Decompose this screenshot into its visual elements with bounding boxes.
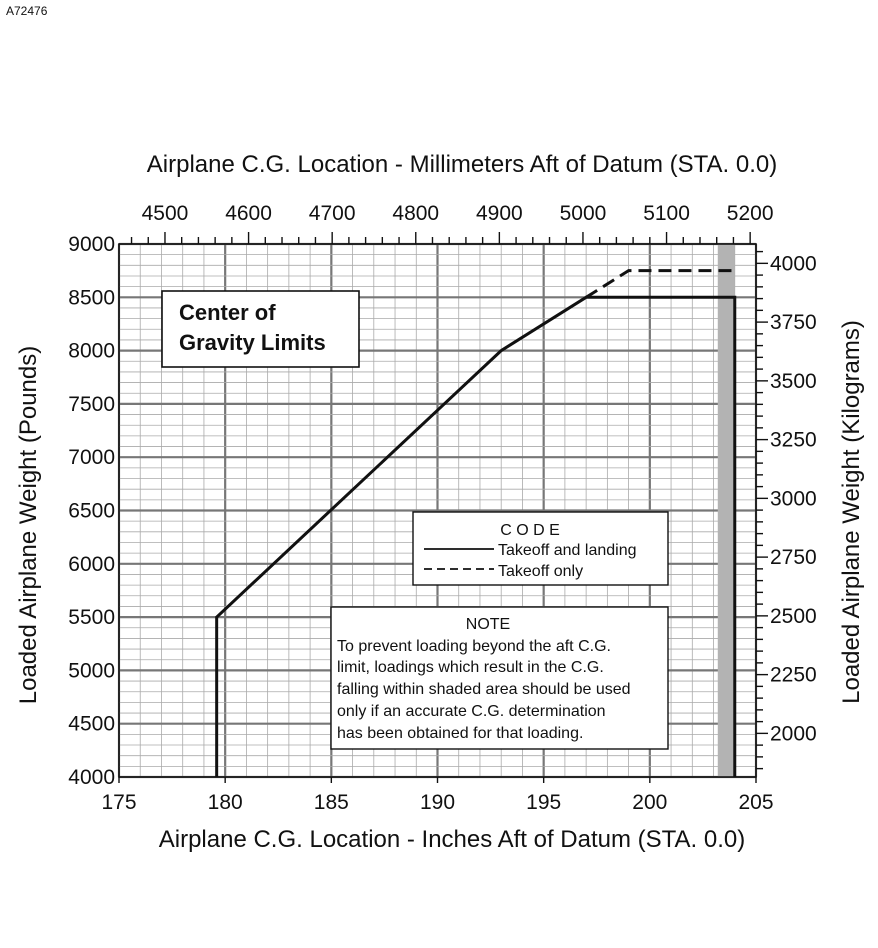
note-line-4: only if an accurate C.G. determination bbox=[337, 703, 606, 720]
y2-tick-label: 3750 bbox=[770, 311, 817, 335]
y-tick-label: 9000 bbox=[68, 233, 115, 256]
figure-id: A72476 bbox=[6, 4, 48, 18]
y2-tick-label: 3500 bbox=[770, 369, 817, 393]
note-line-3: falling within shaded area should be used bbox=[337, 681, 631, 698]
y-axis-title: Loaded Airplane Weight (Pounds) bbox=[15, 345, 42, 705]
legend-entry-takeoff-landing: Takeoff and landing bbox=[498, 542, 637, 559]
shaded-area-layer bbox=[718, 244, 735, 777]
x2-axis-title: Airplane C.G. Location - Millimeters Aft of Datum (STA. 0.0) bbox=[146, 151, 778, 178]
x2-tick-label: 4900 bbox=[476, 202, 523, 225]
y-tick-label: 7000 bbox=[68, 446, 115, 470]
x-tick-label: 205 bbox=[738, 791, 774, 814]
x2-tick-label: 5000 bbox=[559, 202, 607, 225]
x-tick-label: 190 bbox=[419, 791, 456, 814]
y-tick-label: 5500 bbox=[68, 606, 115, 630]
x-tick-label: 175 bbox=[101, 791, 137, 814]
x-tick-label: 200 bbox=[632, 791, 668, 814]
x2-tick-label: 4600 bbox=[225, 202, 272, 225]
title-box bbox=[162, 291, 359, 367]
y-tick-label: 5000 bbox=[68, 659, 115, 683]
x2-tick-label: 5100 bbox=[643, 202, 690, 225]
shaded-area bbox=[718, 244, 735, 777]
y2-tick-label: 2250 bbox=[770, 663, 817, 687]
y2-tick-label: 2750 bbox=[770, 546, 817, 570]
y-tick-label: 6000 bbox=[68, 552, 115, 576]
x2-tick-label: 5200 bbox=[726, 202, 774, 225]
y2-tick-label: 2000 bbox=[770, 722, 817, 746]
y-tick-label: 4500 bbox=[68, 712, 115, 736]
y2-tick-label: 4000 bbox=[770, 252, 817, 276]
title-line-1: Center of bbox=[179, 300, 276, 325]
y2-tick-label: 2500 bbox=[770, 604, 817, 628]
x-axis-title: Airplane C.G. Location - Inches Aft of Datum (STA. 0.0) bbox=[158, 826, 746, 853]
title-line-2: Gravity Limits bbox=[179, 330, 326, 355]
y-tick-label: 7500 bbox=[68, 392, 115, 416]
note-line-5: has been obtained for that loading. bbox=[337, 725, 584, 742]
note-line-2: limit, loadings which result in the C.G. bbox=[337, 659, 604, 676]
x-tick-label: 195 bbox=[526, 791, 562, 814]
y2-tick-label: 3000 bbox=[770, 487, 817, 511]
series-takeoff-only-line bbox=[586, 271, 735, 298]
y2-axis-title: Loaded Airplane Weight (Kilograms) bbox=[838, 320, 865, 704]
x2-tick-label: 4800 bbox=[392, 202, 440, 225]
x-tick-label: 180 bbox=[207, 791, 243, 814]
y-tick-label: 4000 bbox=[68, 766, 115, 789]
legend bbox=[413, 512, 668, 585]
y-tick-label: 8000 bbox=[68, 339, 115, 363]
x2-tick-label: 4700 bbox=[308, 202, 356, 225]
legend-entry-takeoff-only: Takeoff only bbox=[498, 563, 584, 580]
x2-tick-label: 4500 bbox=[141, 202, 189, 225]
note-title: NOTE bbox=[465, 616, 511, 633]
note-line-1: To prevent loading beyond the aft C.G. bbox=[337, 638, 611, 655]
y2-tick-label: 3250 bbox=[770, 428, 817, 452]
y-tick-label: 6500 bbox=[68, 499, 115, 523]
legend-title: C O D E bbox=[500, 522, 560, 539]
note-box bbox=[331, 607, 668, 749]
x-tick-label: 185 bbox=[313, 791, 349, 814]
y-tick-label: 8500 bbox=[68, 286, 115, 310]
